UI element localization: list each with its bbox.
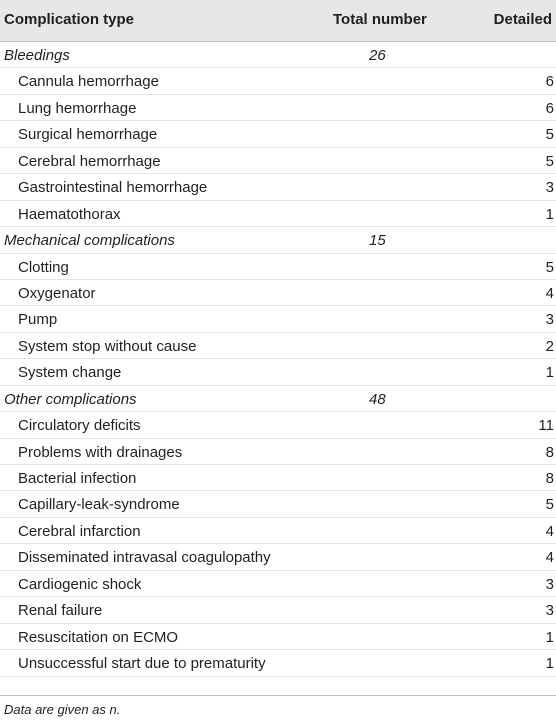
complication-label: Cannula hemorrhage	[18, 73, 159, 91]
table-row	[0, 333, 556, 359]
detailed-cell: 1	[545, 364, 554, 382]
table-row	[0, 306, 556, 332]
category-label: Mechanical complications	[4, 232, 175, 250]
table-row	[0, 68, 556, 94]
table-row	[0, 597, 556, 623]
detailed-cell: 5	[545, 258, 554, 276]
detailed-cell: 8	[545, 470, 554, 487]
detailed-cell: 5	[545, 152, 554, 170]
detailed-cell: 3	[545, 179, 554, 197]
detailed-cell: 8	[545, 443, 554, 461]
category-label: Bleedings	[4, 47, 70, 64]
complication-label: Resuscitation on ECMO	[18, 628, 179, 646]
category-label: Other complications	[4, 390, 137, 408]
table-row	[0, 439, 556, 465]
table-row	[0, 465, 556, 491]
category-row	[0, 386, 556, 412]
complication-label: Pump	[18, 311, 58, 329]
table-bottom-rule	[0, 695, 556, 696]
detailed-cell: 1	[545, 628, 554, 646]
complication-label: Renal failure	[18, 602, 103, 620]
table-row	[0, 201, 556, 227]
complication-label: Haematothorax	[18, 205, 121, 223]
header-detailed: Detailed	[493, 11, 552, 28]
table-row	[0, 174, 556, 200]
detailed-cell: 4	[545, 522, 554, 540]
complication-label: Circulatory deficits	[18, 417, 141, 435]
table-row	[0, 412, 556, 438]
category-row	[0, 227, 556, 253]
table-row	[0, 650, 556, 676]
complication-label: Cerebral infarction	[18, 522, 141, 540]
table-row	[0, 544, 556, 570]
table-row	[0, 624, 556, 650]
detailed-cell: 4	[545, 549, 554, 567]
category-row	[0, 42, 556, 68]
complication-label: Cardiogenic shock	[18, 575, 142, 593]
detailed-cell: 11	[538, 417, 554, 435]
complication-label: Clotting	[18, 258, 69, 276]
total-number-cell: 48	[369, 390, 386, 408]
complication-label: Unsuccessful start due to prematurity	[18, 655, 266, 673]
table-row	[0, 359, 556, 385]
complication-label: Capillary-leak-syndrome	[18, 496, 180, 514]
total-number-cell: 26	[369, 47, 386, 64]
complication-label: Gastrointestinal hemorrhage	[18, 179, 208, 197]
complication-label: Oxygenator	[18, 284, 96, 302]
detailed-cell: 2	[545, 337, 554, 355]
table-row	[0, 148, 556, 174]
detailed-cell: 6	[545, 73, 554, 91]
table-footnote: Data are given as n.	[4, 702, 121, 717]
header-complication-type: Complication type	[4, 11, 135, 28]
complication-label: System stop without cause	[18, 337, 197, 355]
table-row	[0, 280, 556, 306]
detailed-cell: 5	[545, 126, 554, 144]
complication-label: System change	[18, 364, 122, 382]
complication-label: Disseminated intravasal coagulopathy	[18, 549, 271, 567]
total-number-cell: 15	[369, 232, 386, 250]
table-row	[0, 571, 556, 597]
detailed-cell: 5	[545, 496, 554, 514]
detailed-cell: 3	[545, 311, 554, 329]
table-row	[0, 121, 556, 147]
detailed-cell: 1	[545, 655, 554, 673]
complication-label: Bacterial infection	[18, 470, 137, 487]
complication-label: Cerebral hemorrhage	[18, 152, 161, 170]
table-header	[0, 0, 556, 42]
table-row	[0, 518, 556, 544]
detailed-cell: 1	[545, 205, 554, 223]
header-total-number: Total number	[333, 11, 427, 28]
table-row	[0, 491, 556, 517]
detailed-cell: 6	[545, 99, 554, 117]
detailed-cell: 3	[545, 575, 554, 593]
table-row	[0, 254, 556, 280]
complication-label: Problems with drainages	[18, 443, 183, 461]
table-body	[0, 42, 556, 677]
complication-label: Lung hemorrhage	[18, 99, 137, 117]
table-row	[0, 95, 556, 121]
detailed-cell: 3	[545, 602, 554, 620]
detailed-cell: 4	[545, 284, 554, 302]
complication-label: Surgical hemorrhage	[18, 126, 158, 144]
